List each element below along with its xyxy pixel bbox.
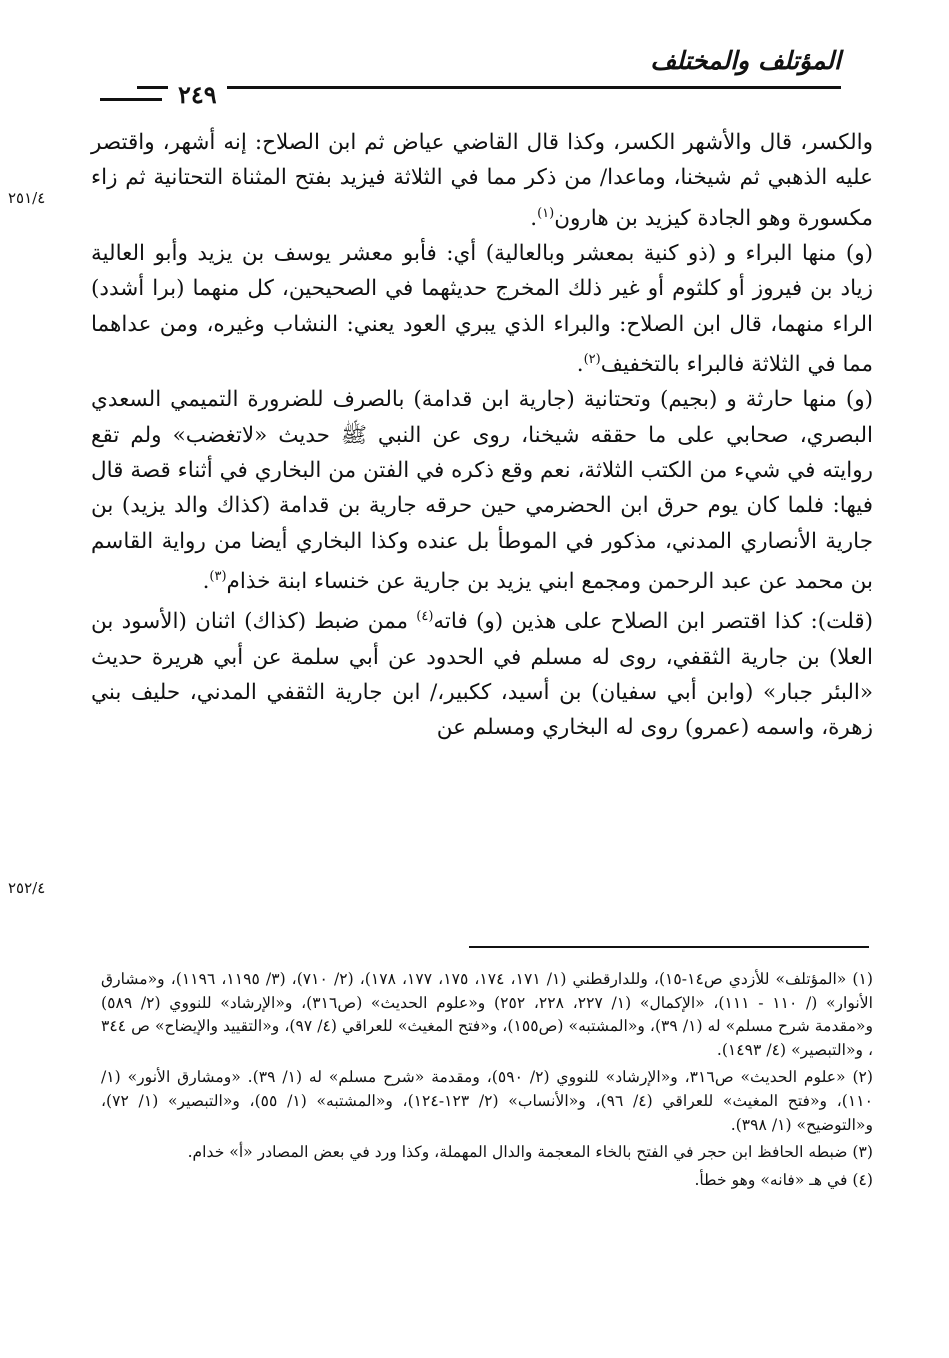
footnote-marker: (١) bbox=[537, 205, 555, 221]
footnote: (٢) «علوم الحديث» ص٣١٦، و«الإرشاد» للنووي (٢/ ٥٩٠)، ومقدمة «شرح مسلم» له (١/ ٣٩). «ومشارق الأنور» (١/ ١١٠)، و«فتح المغيث» للعراقي (٤/ ٩٦)، و«الأنساب» (٢/ ١٢٣-١٢٤)، و«المشتبه» (١/ ٥٥)، و«التبصير» (١/ ٧٢)، و«التوضيح» (١/ ٣٩٨). bbox=[101, 1068, 874, 1134]
footnote: (٣) ضبطه الحافظ ابن حجر في الفتح بالخاء المعجمة والدال المهملة، وكذا ورد في بعض المصادر «أ» خدام. bbox=[187, 1143, 873, 1162]
paragraph: (و) منها حارثة و (بجيم) وتحتانية (جارية ابن قدامة) بالصرف للضرورة التميمي السعدي البصري، صحابي على ما حققه شيخنا، روى عن النبي ﷺ حديث «لاتغضب» ولم تقع روايته في شيء من الكتب الثلاثة، نعم وقع ذكره في الفتن من البخاري في أثناء قصة قال فيها: فلما كان يوم حرق ابن الحضرمي حين حرقه جارية بن قدامة (كذاك والد يزيد) بن جارية الأنصاري المدني، مذكور في الموطأ بل عنده وكذا البخاري أيضا من رواية القاسم بن محمد عن عبد الرحمن ومجمع ابني يزيد بن جارية عن خنساء ابنة خذام$^{(٣)}$. bbox=[91, 387, 873, 595]
footnote-separator bbox=[469, 946, 869, 948]
paragraph: والكسر، قال والأشهر الكسر، وكذا قال القاضي عياض ثم ابن الصلاح: إنه أشهر، واقتصر عليه الذهبي ثم شيخنا، وماعدا/ من ذكر مما في الثلاثة فيزيد بفتح المثناة التحتانية ثم زاء مكسورة وهو الجادة كيزيد بن هارون$^{(١)}$. bbox=[91, 130, 873, 231]
footnotes bbox=[101, 968, 873, 1196]
paragraph: (قلت): كذا اقتصر ابن الصلاح على هذين (و) فاته$^{(٤)}$ ممن ضبط (كذاك) اثنان (الأسود بن العلا) بن جارية الثقفي، روى له مسلم في الحدود عن أبي سلمة عن أبي هريرة حديث «البئر جبار» (وابن أبي سفيان) بن أسيد، ككبير،/ ابن جارية الثقفي المدني، حليف بني زهرة، واسمه (عمرو) روى له البخاري ومسلم عن bbox=[91, 609, 873, 741]
page-number: ٢٤٩ bbox=[168, 80, 227, 109]
page-number-rule bbox=[100, 98, 162, 101]
footnote: (٤) في هـ «فانه» وهو خطأ. bbox=[694, 1170, 873, 1189]
margin-reference: ٢٥٢/٤ bbox=[8, 879, 46, 897]
running-header-title: المؤتلف والمختلف bbox=[650, 46, 841, 75]
main-text bbox=[91, 125, 873, 746]
footnote-marker: (٤) bbox=[416, 609, 434, 625]
footnote-marker: (٢) bbox=[583, 351, 601, 367]
header-rule bbox=[137, 86, 841, 89]
margin-reference: ٢٥١/٤ bbox=[8, 189, 46, 207]
footnote: (١) «المؤتلف» للأزدي ص١٤-١٥)، وللدارقطني (١/ ١٧١، ١٧٤، ١٧٥، ١٧٧، ١٧٨)، (٢/ ٧١٠)، (٣/ ١١٩٥، ١١٩٦)، و«مشارق الأنوار» (/ ١١٠ - ١١١)، «الإكمال» (١/ ٢٢٧، ٢٢٨، ٢٥٢) و«علوم الحديث» (ص٣١٦)، و«الإرشاد» للنووي (٢/ ٥٨٩) و«مقدمة شرح مسلم» له (١/ ٣٩)، و«المشتبه» (ص١٥٥)، و«فتح المغيث» للعراقي (٤/ ٩٧)، و«التقييد والإيضاح» ص ٣٤٤ ، و«التبصير» (٤/ ١٤٩٣). bbox=[101, 970, 873, 1059]
paragraph: (و) منها البراء و (ذو كنية بمعشر وبالعالية) أي: فأبو معشر يوسف بن يزيد وأبو العالية زياد بن فيروز أو كلثوم أو غير ذلك المخرج حديثهما في الصحيحين، كل منهما (برا أشدد) الراء منهما، قال ابن الصلاح: والبراء الذي يبري العود يعني: النشاب وغيره، ومن عداهما مما في الثلاثة فالبراء بالتخفيف$^{(٢)}$. bbox=[91, 241, 873, 378]
footnote-marker: (٣) bbox=[209, 568, 227, 584]
